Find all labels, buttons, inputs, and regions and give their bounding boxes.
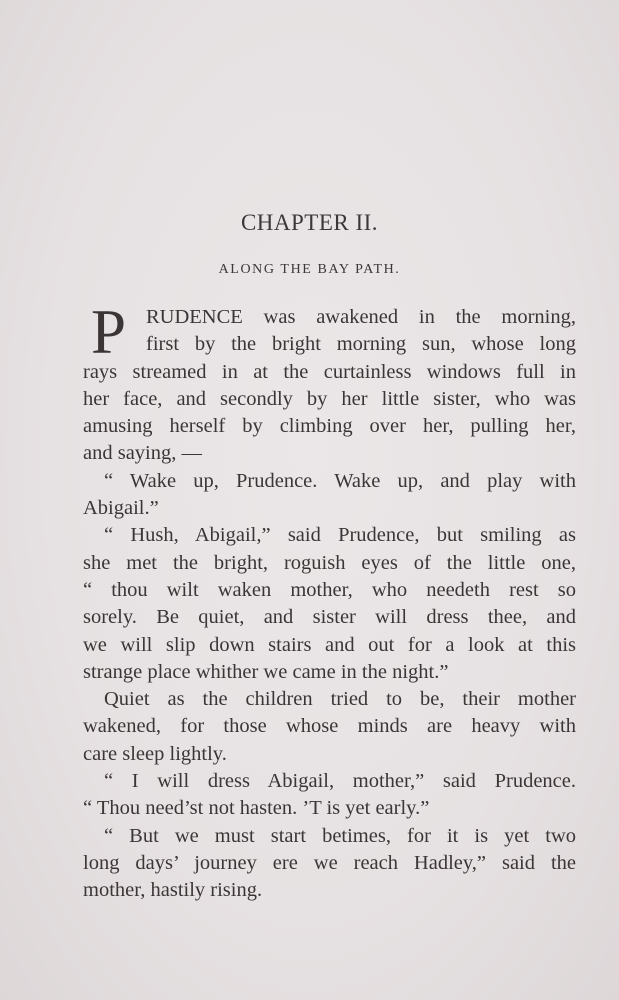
text-line: first by the bright morning sun, whose long bbox=[146, 333, 576, 356]
text-line: and saying, — bbox=[83, 442, 202, 465]
text-line: her face, and secondly by her little sister, who was bbox=[83, 387, 576, 410]
text-line: “ I will dress Abigail, mother,” said Prudence. bbox=[104, 770, 576, 793]
text-line: “ thou wilt waken mother, who needeth rest so bbox=[83, 578, 576, 601]
text-line: “ Hush, Abigail,” said Prudence, but smiling as bbox=[104, 524, 576, 547]
text-line: care sleep lightly. bbox=[83, 742, 227, 765]
text-line: mother, hastily rising. bbox=[83, 879, 263, 902]
text-lines bbox=[83, 297, 576, 905]
chapter-title: CHAPTER II. bbox=[240, 210, 379, 235]
section-title: ALONG THE BAY PATH. bbox=[218, 262, 401, 277]
text-line: we will slip down stairs and out for a look at this bbox=[83, 633, 576, 656]
text-line: “ Thou need’st not hasten. ’T is yet early.” bbox=[83, 797, 430, 820]
body-text bbox=[83, 297, 576, 905]
text-line: rays streamed in at the curtainless windows full in bbox=[83, 360, 576, 383]
text-line: long days’ journey ere we reach Hadley,” said the bbox=[83, 851, 576, 874]
text-line: “ But we must start betimes, for it is yet two bbox=[104, 824, 576, 847]
text-line: RUDENCE was awakened in the morning, bbox=[146, 306, 576, 328]
text-line: strange place whither we came in the night.” bbox=[83, 660, 449, 683]
text-line: Abigail.” bbox=[83, 497, 159, 520]
text-line: amusing herself by climbing over her, pulling her, bbox=[83, 415, 576, 438]
text-line: she met the bright, roguish eyes of the little one, bbox=[83, 551, 576, 574]
text-line: wakened, for those whose minds are heavy with bbox=[83, 715, 576, 738]
text-line: “ Wake up, Prudence. Wake up, and play with bbox=[104, 469, 576, 492]
text-line: Quiet as the children tried to be, their mother bbox=[104, 688, 576, 711]
drop-cap: P bbox=[91, 297, 127, 367]
text-line: sorely. Be quiet, and sister will dress thee, and bbox=[83, 606, 576, 629]
